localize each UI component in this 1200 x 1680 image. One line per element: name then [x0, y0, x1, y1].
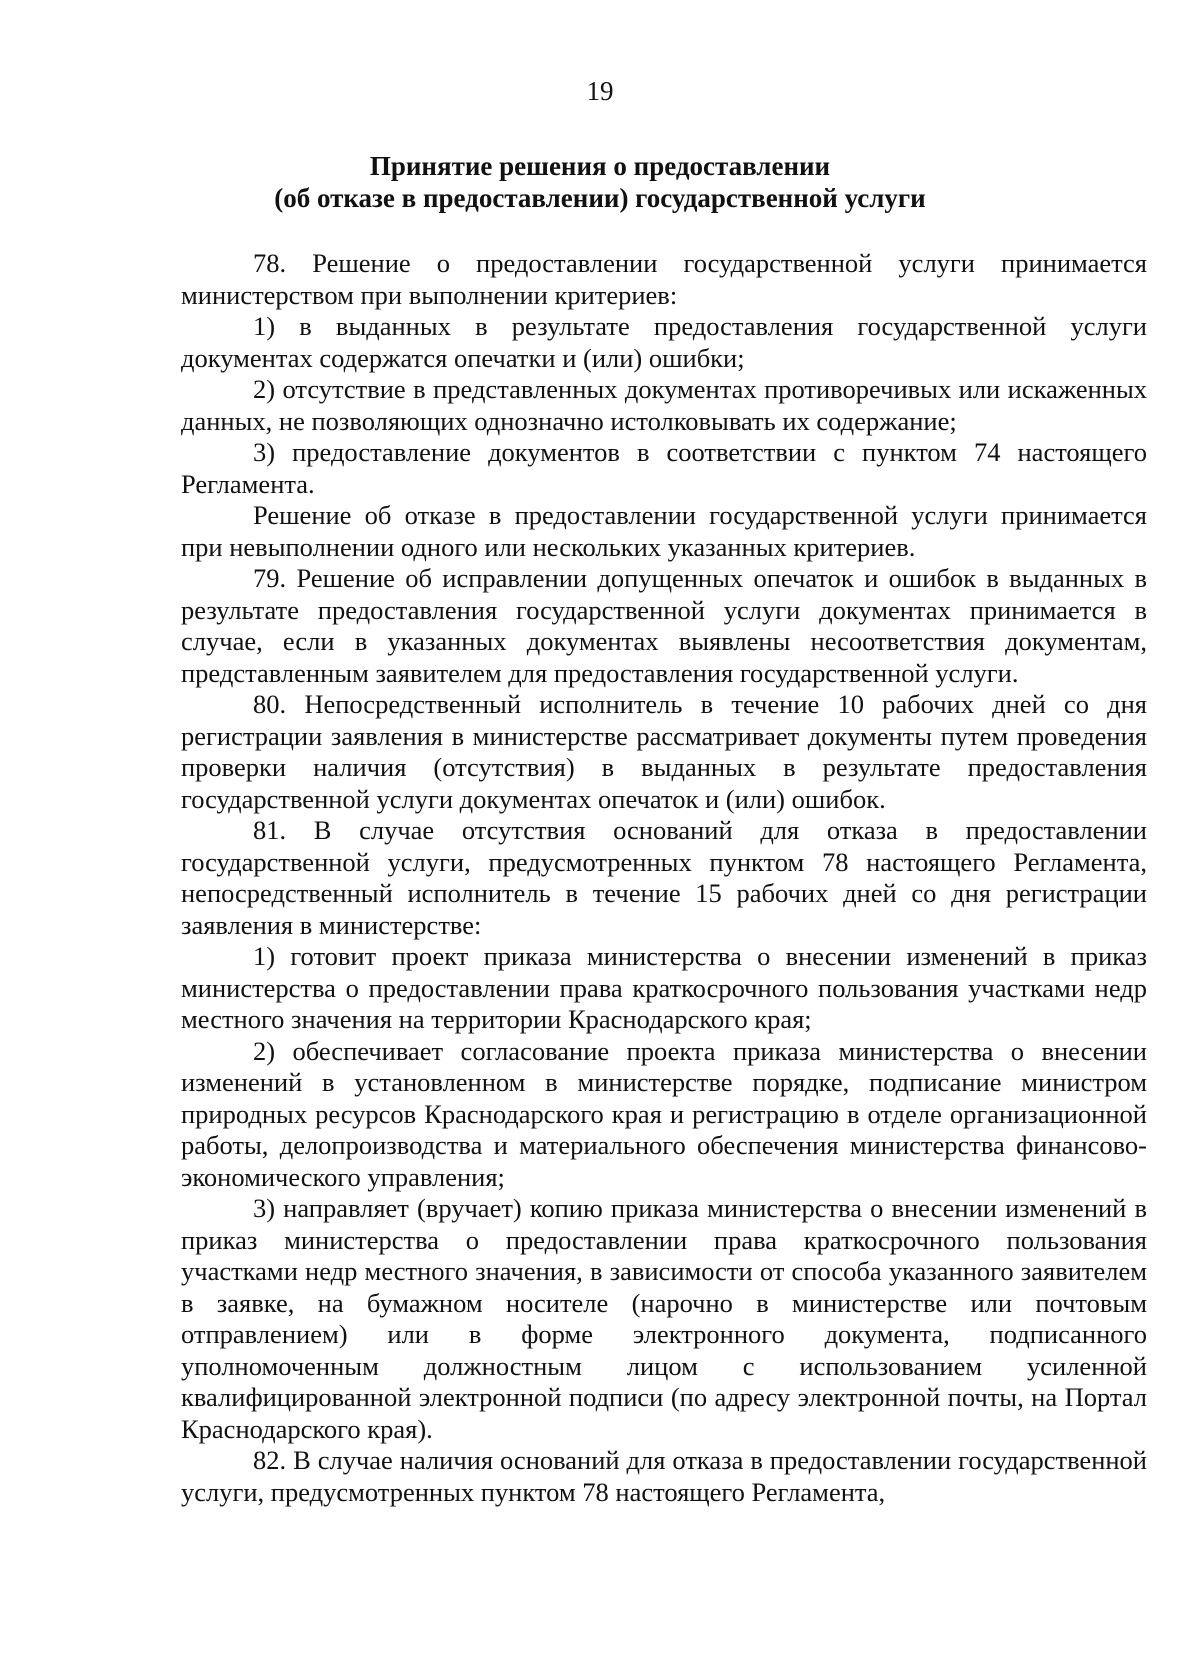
paragraph: 2) отсутствие в представленных документах противоречивых или искаженных данных, не позволяющих однозначно истолковывать их содержание; [181, 374, 1147, 436]
paragraph: 82. В случае наличия оснований для отказа в предоставлении государственной услуги, предусмотренных пунктом 78 настоящего Регламента, [181, 1445, 1147, 1507]
paragraph: 1) в выданных в результате предоставления государственной услуги документах содержатся опечатки и (или) ошибки; [181, 311, 1147, 373]
page-number: 19 [586, 76, 614, 106]
section-title [160, 150, 1040, 214]
paragraph: 2) обеспечивает согласование проекта приказа министерства о внесении изменений в установленном в министерстве порядке, подписание министром природных ресурсов Краснодарского края и регистрацию в отделе организационной работы, делопроизводства и материального обеспечения министерства финансово-экономического управления; [181, 1035, 1147, 1192]
paragraph: 81. В случае отсутствия оснований для отказа в предоставлении государственной услуги, предусмотренных пунктом 78 настоящего Регламента, непосредственный исполнитель в течение 15 рабочих дней со дня регистрации заявления в министерстве: [181, 815, 1147, 940]
paragraph: 79. Решение об исправлении допущенных опечаток и ошибок в выданных в результате предоставления государственной услуги документах принимается в случае, если в указанных документах выявлены несоответствия документам, представленным заявителем для предоставления государственной услуги. [181, 563, 1147, 688]
paragraph: 80. Непосредственный исполнитель в течение 10 рабочих дней со дня регистрации заявления в министерстве рассматривает документы путем проведения проверки наличия (отсутствия) в выданных в результате предоставления государственной услуги документах опечаток и (или) ошибок. [181, 689, 1147, 814]
paragraph: 78. Решение о предоставлении государственной услуги принимается министерством при выполнении критериев: [181, 248, 1147, 310]
paragraph: 3) направляет (вручает) копию приказа министерства о внесении изменений в приказ министерства о предоставлении права краткосрочного пользования участками недр местного значения, в зависимости от способа указанного заявителем в заявке, на бумажном носителе (нарочно в министерстве или почтовым отправлением) или в форме электронного документа, подписанного уполномоченным должностным лицом с использованием усиленной квалифицированной электронной подписи (по адресу электронной почты, на Портал Краснодарского края). [181, 1193, 1147, 1444]
section-title-line-2: (об отказе в предоставлении) государственной услуги [274, 183, 926, 213]
section-title-line-1: Принятие решения о предоставлении [369, 151, 831, 181]
document-body [181, 248, 1147, 1508]
paragraph: 3) предоставление документов в соответствии с пунктом 74 настоящего Регламента. [181, 437, 1147, 499]
paragraph: 1) готовит проект приказа министерства о внесении изменений в приказ министерства о предоставлении права краткосрочного пользования участками недр местного значения на территории Краснодарского края; [181, 941, 1147, 1034]
paragraph: Решение об отказе в предоставлении государственной услуги принимается при невыполнении одного или нескольких указанных критериев. [181, 500, 1147, 562]
